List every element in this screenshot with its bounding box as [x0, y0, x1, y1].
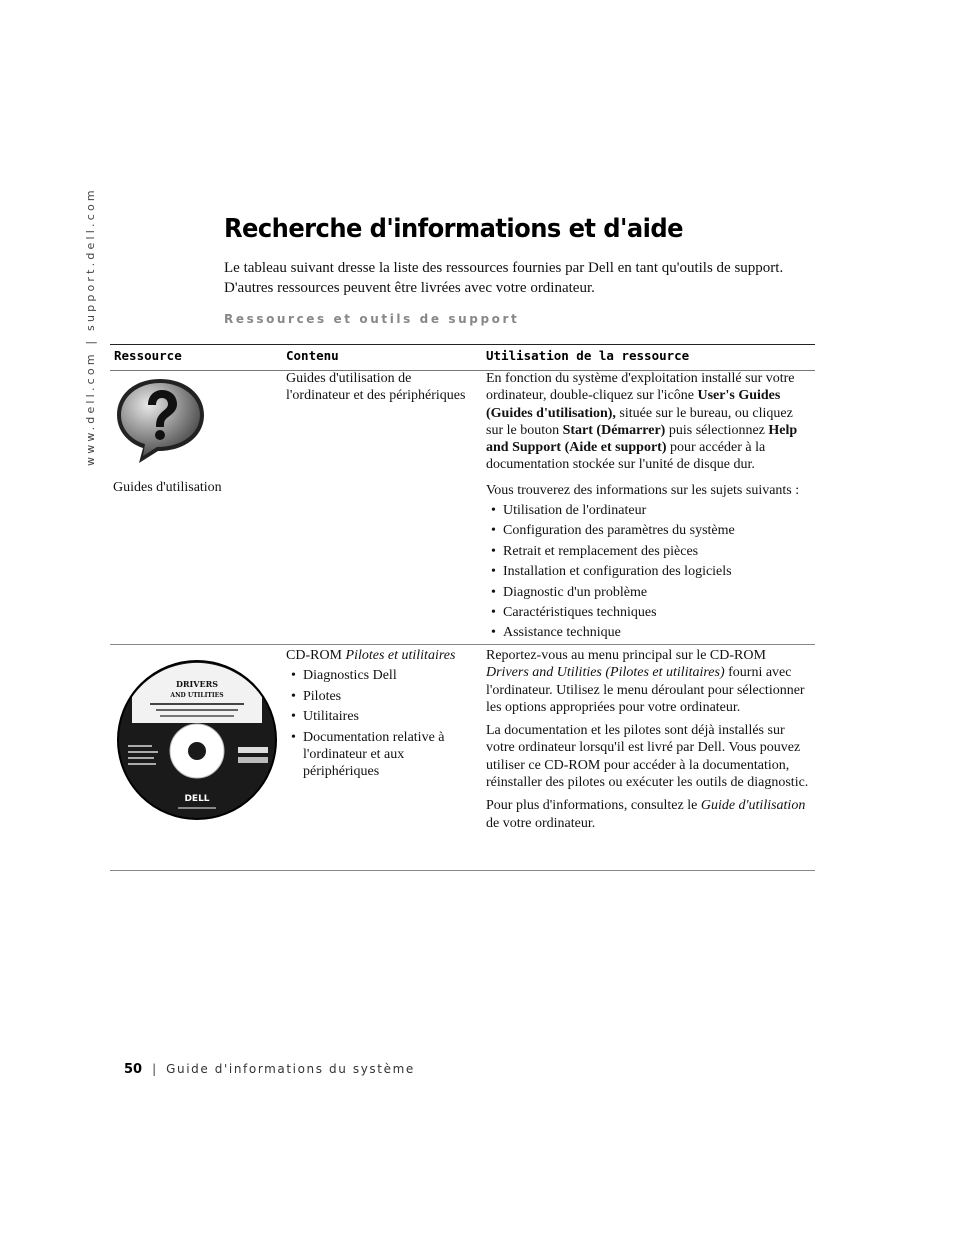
table-row — [110, 370, 815, 645]
list-item: • Configuration des paramètres du système — [486, 522, 811, 539]
content-text: Guides d'utilisation de l'ordinateur et des périphériques — [286, 371, 466, 404]
resource-label: Guides d'utilisation — [113, 480, 222, 495]
usage-cell — [486, 647, 811, 838]
list-item: • Retrait et remplacement des pièces — [486, 543, 811, 560]
help-question-icon — [113, 375, 208, 467]
topics-list — [486, 502, 811, 642]
cd-brand-logo: DELL — [184, 794, 210, 804]
usage-cell — [486, 370, 811, 645]
usage-paragraph: La documentation et les pilotes sont déjà installés sur votre ordinateur lorsqu'il est livré par Dell. Vous pouvez utiliser ce CD-ROM pour accéder à la documentation, réinstaller des pilotes ou exécuter les outils de diagnostic. — [486, 723, 809, 791]
sidebar-url: www.dell.com | support.dell.com — [84, 187, 97, 466]
usage-paragraph: Pour plus d'informations, consultez le Guide d'utilisation de votre ordinateur. — [486, 798, 806, 831]
usage-paragraph: Reportez-vous au menu principal sur le CD-ROM Drivers and Utilities (Pilotes et utilitaires) fourni avec l'ordinateur. Utilisez le menu déroulant pour sélectionner les options appropriées pour votre ordinateur. — [486, 648, 805, 715]
table-header-row — [110, 344, 815, 371]
content-title: CD-ROM Pilotes et utilitaires — [286, 648, 456, 663]
intro-paragraph: Le tableau suivant dresse la liste des ressources fournies par Dell en tant qu'outils de support. D'autres ressources peuvent être livrées avec votre ordinateur. — [224, 260, 784, 296]
list-item: • Documentation relative à l'ordinateur et aux périphériques — [286, 729, 478, 781]
cd-rom-disc-icon — [116, 659, 278, 821]
list-item: • Pilotes — [286, 688, 478, 705]
usage-paragraph: En fonction du système d'exploitation installé sur votre ordinateur, double-cliquez sur l'icône User's Guides (Guides d'utilisation), située sur le bureau, ou cliquez sur le bouton Start (Démarrer) puis sélectionnez Help and Support (Aide et support) pour accéder à la documentation stockée sur l'unité de disque dur. — [486, 371, 798, 473]
table-row — [110, 645, 815, 871]
topics-intro: Vous trouverez des informations sur les sujets suivants : — [486, 482, 800, 498]
list-item: • Installation et configuration des logiciels — [486, 563, 811, 580]
cd-label-top: DRIVERS — [175, 679, 219, 689]
content-cell — [286, 370, 478, 411]
header-resource: Ressource — [114, 348, 182, 363]
content-cell — [286, 647, 478, 784]
page-number: 50 — [124, 1062, 143, 1077]
list-item: • Utilitaires — [286, 708, 478, 725]
page-title: Recherche d'informations et d'aide — [224, 214, 683, 244]
content-list — [286, 667, 478, 780]
table-caption: Ressources et outils de support — [224, 312, 520, 326]
list-item: • Diagnostic d'un problème — [486, 584, 811, 601]
footer-title: Guide d'informations du système — [166, 1062, 415, 1076]
header-usage: Utilisation de la ressource — [486, 348, 690, 363]
page-footer — [124, 1062, 415, 1077]
list-item: • Assistance technique — [486, 624, 811, 641]
list-item: • Utilisation de l'ordinateur — [486, 502, 811, 519]
header-content: Contenu — [286, 348, 339, 363]
cd-label-bottom: AND UTILITIES — [170, 692, 224, 699]
list-item: • Caractéristiques techniques — [486, 604, 811, 621]
footer-separator: | — [152, 1062, 157, 1076]
list-item: • Diagnostics Dell — [286, 667, 478, 684]
